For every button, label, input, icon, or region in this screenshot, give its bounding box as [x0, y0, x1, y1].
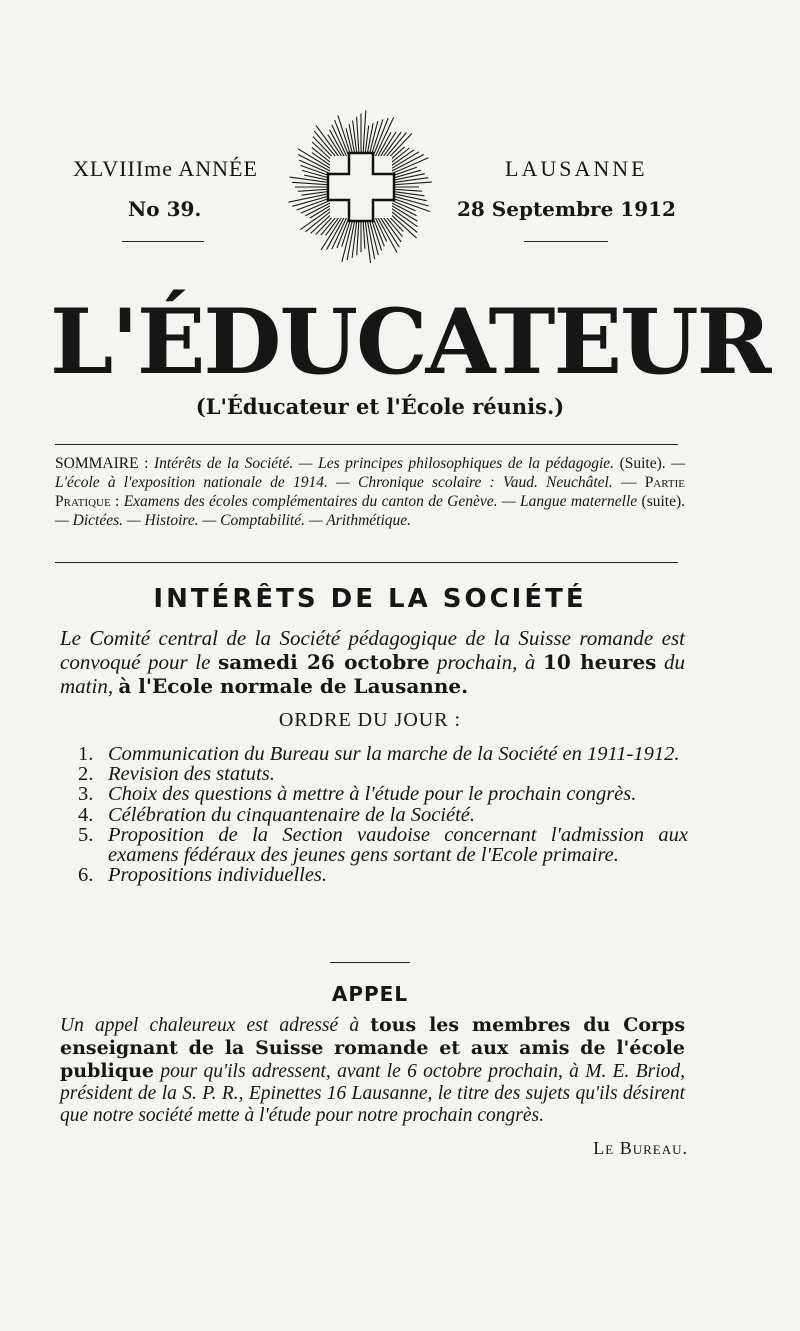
volume-year: XLVIIIme ANNÉE — [73, 156, 258, 181]
list-item — [78, 784, 688, 804]
convocation-time: 10 heures — [543, 650, 657, 674]
list-item-text: Célébration du cinquantenaire de la Société. — [108, 803, 476, 826]
convocation-place: à l'Ecole normale de Lausanne. — [118, 674, 469, 698]
convocation-text: du matin, — [60, 650, 686, 698]
sommaire-text: — L'école à l'exposition nationale de 1914. — Chronique scolaire : — [55, 455, 685, 491]
header-rule-left — [122, 241, 204, 242]
sommaire-text: (Suite). — [619, 455, 666, 472]
list-item-number: 1. — [78, 743, 94, 765]
agenda-list — [78, 744, 688, 885]
list-item — [78, 744, 688, 764]
list-item-text: Choix des questions à mettre à l'étude pour le prochain congrès. — [108, 783, 637, 806]
sommaire — [55, 454, 685, 530]
rule-top — [55, 444, 678, 445]
appel-text: Un appel chaleureux est adressé à — [60, 1015, 360, 1036]
list-item — [78, 865, 688, 885]
sommaire-text: Vaud. Neuchâtel. — [502, 474, 613, 491]
convocation-text: Le Comité central de la Société pédagogique de la Suisse romande est convoqué pour le — [60, 626, 685, 674]
city: LAUSANNE — [505, 156, 648, 181]
sommaire-text: — Dictées. — Histoire. — Comptabilité. — Arithmétique. — [55, 512, 412, 529]
list-item — [78, 805, 688, 825]
ordre-du-jour-heading: ORDRE DU JOUR : — [278, 709, 462, 731]
appel-text-bold: tous les membres du Corps enseignant de la Suisse romande et aux amis de l'école publique — [60, 1014, 686, 1082]
convocation-date: samedi 26 octobre — [218, 650, 430, 674]
appel-text: pour qu'ils adressent, avant le 6 octobre prochain, à M. E. Briod, président de la S. P. R., Epinettes 16 Lausanne, le titre des sujets qu'ils désirent que notre société mette à l'étude pour notre prochain congrès. — [60, 1061, 686, 1126]
signature: Le Bureau. — [593, 1138, 688, 1158]
appel-paragraph — [60, 1014, 685, 1127]
issue-date: 28 Septembre 1912 — [457, 197, 676, 221]
list-item — [78, 825, 688, 865]
list-item-text: Propositions individuelles. — [108, 864, 328, 887]
journal-subtitle: (L'Éducateur et l'École réunis.) — [195, 394, 565, 419]
section-heading-appel: APPEL — [331, 982, 409, 1006]
sommaire-label: SOMMAIRE : — [55, 455, 149, 472]
list-item-number: 4. — [78, 803, 94, 826]
list-item-number: 5. — [78, 823, 94, 846]
convocation-paragraph — [60, 626, 685, 698]
sommaire-text: — — [620, 474, 637, 491]
swiss-cross-emblem-icon — [286, 110, 436, 265]
journal-title: L'ÉDUCATEUR — [50, 289, 770, 395]
section-heading-interets: INTÉRÊTS DE LA SOCIÉTÉ — [153, 584, 587, 614]
section-separator — [330, 962, 410, 963]
list-item-number: 2. — [78, 763, 94, 786]
issue-number: No 39. — [128, 197, 202, 221]
list-item — [78, 764, 688, 784]
list-item-text: Proposition de la Section vaudoise concernant l'admission aux examens fédéraux des jeunes gens sortant de l'Ecole primaire. — [108, 823, 688, 867]
sommaire-text: Examens des écoles complémentaires du canton de Genève. — Langue maternelle — [123, 493, 638, 510]
sommaire-text: Partie Pratique : — [55, 474, 686, 510]
convocation-text: prochain, — [437, 650, 518, 674]
header-rule-right — [524, 241, 608, 242]
rule-bottom — [55, 562, 678, 563]
list-item-number: 6. — [78, 864, 94, 887]
convocation-text: à — [524, 650, 536, 674]
list-item-number: 3. — [78, 783, 94, 806]
list-item-text: Revision des statuts. — [108, 763, 275, 786]
sommaire-text: Intérêts de la Société. — Les principes philosophiques de la pédagogie. — [153, 455, 615, 472]
sommaire-text: (suite). — [641, 493, 686, 510]
list-item-text: Communication du Bureau sur la marche de la Société en 1911-1912. — [108, 743, 680, 765]
